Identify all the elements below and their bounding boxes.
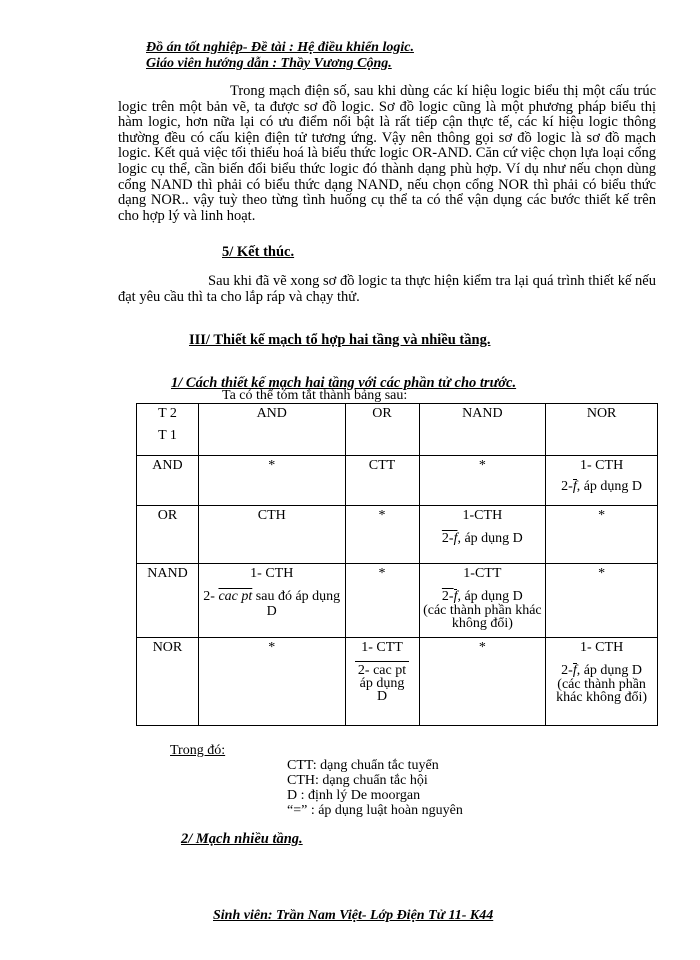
- cell-note: (các thành phần khác không đổi): [556, 677, 648, 705]
- cell-prefix: 2-: [203, 589, 215, 604]
- cell-line: [549, 663, 654, 678]
- table-cell: *: [546, 564, 658, 638]
- section3-title: III/ Thiết kế mạch tổ hợp hai tầng và nhiều tầng.: [189, 332, 491, 348]
- header-project-title: Đồ án tốt nghiệp- Đề tài : Hệ điều khiển logic.: [146, 40, 414, 55]
- cell-prefix: 2-: [441, 589, 454, 604]
- intro-paragraph: Trong mạch điện số, sau khi dùng các kí hiệu logic biểu thị một cấu trúc logic trên một bản vẽ, ta được sơ đồ logic. Sơ đồ logic cũng là một phương pháp biểu thị hàm logic, hơn nữa lại có ưu điểm nổi bật là rất tiếp cận thực tế, các kí hiệu logic thông thường đều có cấu kiện điện tử tương ứng. Vậy nên thông gọi sơ đồ logic là sơ đồ mạch logic. Kết quả việc tối thiểu hoá là biểu thức logic OR-AND. Căn cứ việc chọn lựa loại cổng logic cụ thể, cần biến đổi biểu thức logic đó thành dạng phù hợp. Ví dụ như nếu chọn dùng cổng NAND thì phải có biểu thức dạng NAND, nếu chọn cổng NOR thì phải có biểu thức dạng NOR.. vậy tuỳ theo từng tình huống cụ thể ta có thể vận dụng các bước thiết kế trên cho hợp lý và linh hoạt.: [118, 83, 656, 224]
- cell-line: 1-CTT: [463, 566, 502, 581]
- cell-line: 1- CTT: [361, 640, 403, 655]
- column-header: AND: [198, 404, 345, 456]
- table-row: [137, 638, 658, 726]
- table-cell: *: [198, 456, 345, 506]
- legend-title: Trong đó:: [170, 743, 226, 758]
- table-cell: CTH: [198, 506, 345, 564]
- table-cell: *: [419, 638, 546, 726]
- section-end-title: 5/ Kết thúc.: [222, 244, 295, 260]
- row-label: NOR: [137, 638, 199, 726]
- f-bar: $\overline{f}$: [453, 531, 458, 546]
- table-row: [137, 506, 658, 564]
- table-row: [137, 456, 658, 506]
- cell-line: 2- cac pt áp dụng D: [355, 661, 409, 703]
- corner-bottom-label: T 1: [158, 428, 177, 443]
- column-header: NOR: [546, 404, 658, 456]
- cell-line: 1-CTH: [462, 508, 503, 523]
- cell-rest: , áp dụng D: [457, 531, 523, 546]
- column-header: NAND: [419, 404, 546, 456]
- footer-student: Sinh viên: Trần Nam Việt- Lớp Điện Tử 11- K44: [213, 908, 494, 923]
- table-corner-cell: [137, 404, 199, 456]
- cell-rest: , áp dụng D: [576, 479, 643, 494]
- row-label: AND: [137, 456, 199, 506]
- table-cell: *: [546, 506, 658, 564]
- cell-line: [549, 479, 654, 494]
- cell-prefix: 2-: [441, 531, 454, 546]
- cell-rest: sau đó áp dụng D: [255, 589, 341, 619]
- cell-line: [423, 589, 543, 604]
- corner-top-label: T 2: [158, 406, 177, 421]
- table-header-row: [137, 404, 658, 456]
- table-row: [137, 564, 658, 638]
- f-double-bar: f: [572, 479, 577, 494]
- legend-item: “=” : áp dụng luật hoàn nguyên: [287, 803, 463, 818]
- table-cell: *: [345, 506, 419, 564]
- table-cell: CTT: [345, 456, 419, 506]
- cell-line: 1- CTH: [580, 458, 624, 473]
- table-caption: Ta có thể tóm tắt thành bảng sau:: [222, 388, 408, 403]
- table-cell: [419, 564, 546, 638]
- cell-line: [423, 531, 543, 546]
- gate-conversion-table: [136, 403, 658, 726]
- cell-line: [202, 589, 342, 619]
- header-supervisor: Giáo viên hướng dẫn : Thầy Vương Cộng.: [146, 56, 392, 71]
- f-double-bar: f: [572, 663, 577, 678]
- cell-prefix: 2-: [561, 479, 573, 494]
- legend-list: [287, 758, 463, 818]
- table-cell: [345, 638, 419, 726]
- cell-note: (các thành phần khác không đổi): [423, 603, 542, 631]
- f-double-bar: f: [453, 589, 458, 604]
- cell-prefix: 2-: [561, 663, 573, 678]
- row-label: NAND: [137, 564, 199, 638]
- table-cell: *: [419, 456, 546, 506]
- legend-item: CTT: dạng chuẩn tắc tuyển: [287, 758, 439, 773]
- subsection1-title: 1/ Cách thiết kế mạch hai tầng với các phần tử cho trước.: [171, 375, 517, 391]
- subsection2-title: 2/ Mạch nhiều tầng.: [181, 831, 303, 847]
- table-cell: [419, 506, 546, 564]
- legend-item: D : định lý De moorgan: [287, 788, 421, 803]
- table-cell: [546, 638, 658, 726]
- column-header: OR: [345, 404, 419, 456]
- section-end-paragraph: Sau khi đã vẽ xong sơ đồ logic ta thực hiện kiểm tra lại quá trình thiết kế nếu đạt yêu cầu thì ta cho lắp ráp và chạy thử.: [118, 273, 656, 305]
- cac-pt-bar: cac pt: [218, 589, 253, 604]
- cell-line: 1- CTH: [580, 640, 624, 655]
- legend-item: CTH: dạng chuẩn tắc hội: [287, 773, 428, 788]
- table-cell: [546, 456, 658, 506]
- table-cell: *: [345, 564, 419, 638]
- table-cell: [198, 564, 345, 638]
- cell-rest: , áp dụng D: [576, 663, 643, 678]
- cell-rest: , áp dụng D: [457, 589, 523, 604]
- row-label: OR: [137, 506, 199, 564]
- table-cell: *: [198, 638, 345, 726]
- cell-line: 1- CTH: [250, 566, 294, 581]
